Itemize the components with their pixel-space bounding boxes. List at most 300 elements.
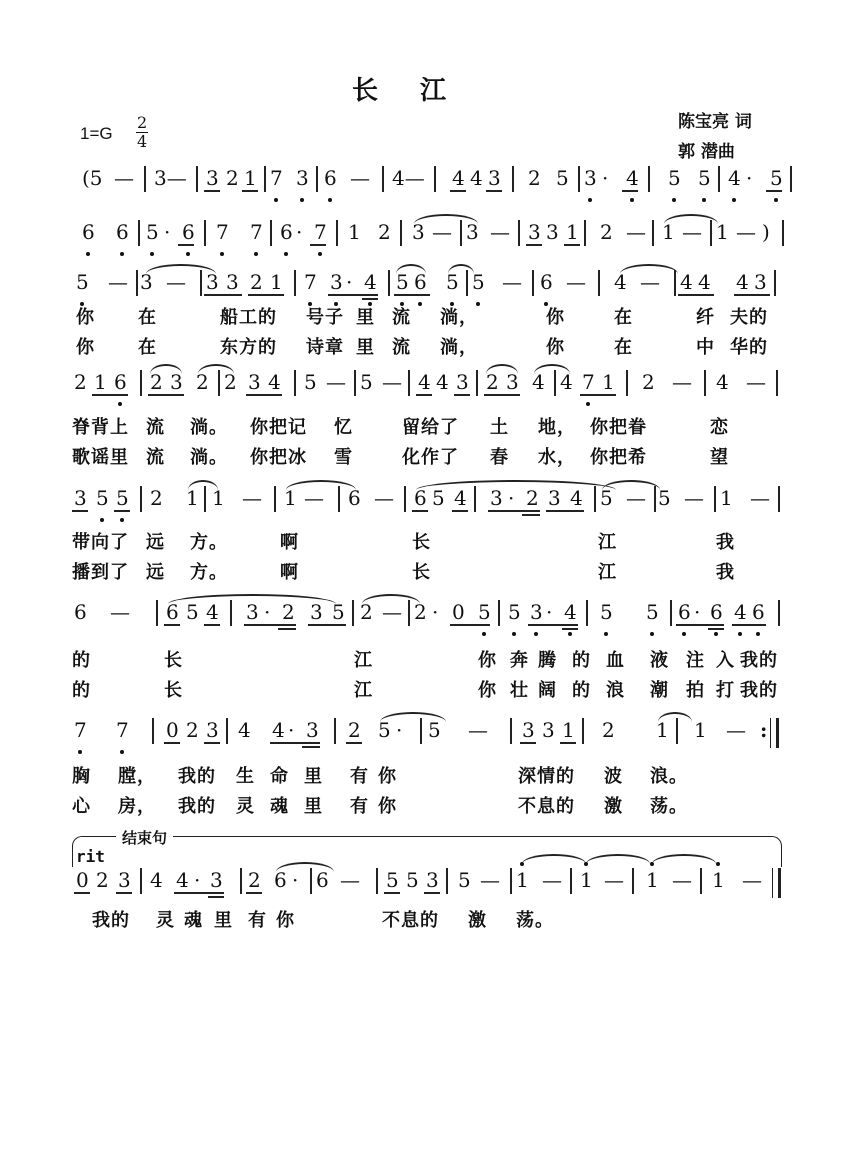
- key-signature: 1=G: [80, 124, 113, 143]
- note: 4: [206, 600, 219, 624]
- note: 7: [314, 220, 327, 244]
- score-line-7: [70, 718, 790, 758]
- note: 3: [528, 220, 541, 244]
- note: 2: [602, 718, 615, 742]
- note: 6: [752, 600, 765, 624]
- song-title: [352, 70, 488, 107]
- note: 1: [186, 486, 199, 510]
- note: 2: [414, 600, 427, 624]
- barline: [582, 718, 584, 744]
- note: 3: [522, 718, 535, 742]
- dot-extension: ·: [296, 220, 303, 244]
- note: 2: [150, 370, 163, 394]
- barline: [274, 486, 276, 512]
- dash: —: [684, 486, 704, 510]
- note: 5: [646, 600, 659, 624]
- note: 6: [82, 220, 95, 244]
- slur: [396, 264, 426, 274]
- high-note: 1: [516, 868, 529, 892]
- slur: [416, 480, 616, 490]
- note: 6: [182, 220, 195, 244]
- note: 4: [736, 270, 749, 294]
- slur: [658, 712, 692, 722]
- dash: —: [468, 718, 488, 742]
- note: 2: [600, 220, 613, 244]
- note: 1: [716, 220, 729, 244]
- barline: [476, 370, 478, 396]
- barline: [782, 220, 784, 246]
- note: 6: [710, 600, 723, 624]
- note: 3: [584, 166, 597, 190]
- note: 1: [720, 486, 733, 510]
- barline: [338, 486, 340, 512]
- note: 5: [698, 166, 711, 190]
- note: 5: [186, 600, 199, 624]
- barline: [700, 868, 702, 894]
- barline: [532, 270, 534, 296]
- lyrics-line-4-verse-1: 脊背上 流 淌。 你把记 忆 留给了 土 地， 你把眷 恋: [72, 417, 729, 438]
- dot-extension: ·: [602, 166, 609, 190]
- dash: —: [108, 270, 128, 294]
- note: 5: [508, 600, 521, 624]
- dot-extension: ·: [194, 868, 201, 892]
- note: 2: [282, 600, 295, 624]
- note: 5: [332, 600, 345, 624]
- note: 5: [304, 370, 317, 394]
- note: 6: [348, 486, 361, 510]
- note: 3: [488, 166, 501, 190]
- barline: [400, 220, 402, 246]
- barline: [446, 868, 448, 894]
- note: 3: [530, 600, 543, 624]
- barline: [140, 370, 142, 396]
- barline: [310, 868, 312, 894]
- lyrics-line-5-verse-2: 播到了 远 方。 啊 长 江 我: [72, 562, 735, 583]
- title-char-1: 长: [352, 76, 381, 106]
- note: 6: [316, 868, 329, 892]
- slur: [486, 364, 518, 374]
- note: 0: [166, 718, 179, 742]
- score-line-5: [70, 486, 790, 526]
- dash: —: [750, 486, 770, 510]
- dot-extension: ·: [346, 270, 353, 294]
- score-line-coda: [70, 868, 790, 908]
- note: 3: [456, 370, 469, 394]
- dash: —: [374, 486, 394, 510]
- note: 2: [224, 370, 237, 394]
- barline: [240, 868, 242, 894]
- note: 1: [694, 718, 707, 742]
- barline: [632, 868, 634, 894]
- time-signature: [136, 114, 148, 151]
- barline: [774, 270, 776, 296]
- note: 6: [324, 166, 337, 190]
- dash: —: [382, 370, 402, 394]
- note: 2: [226, 166, 239, 190]
- note: 3: [206, 718, 219, 742]
- note: 1: [662, 220, 675, 244]
- barline: [714, 486, 716, 512]
- note: 5: [406, 868, 419, 892]
- high-note: 1: [712, 868, 725, 892]
- dot-extension: ·: [508, 486, 515, 510]
- slur: [362, 594, 420, 604]
- note: 7: [216, 220, 229, 244]
- note: 5: [668, 166, 681, 190]
- note: 3: [206, 166, 219, 190]
- barline: [204, 486, 206, 512]
- note: 5: [556, 166, 569, 190]
- barline: [264, 166, 266, 192]
- note: 2: [150, 486, 163, 510]
- note: 5: [658, 486, 671, 510]
- score-line-6: [70, 600, 790, 640]
- note: 6: [274, 868, 287, 892]
- barline: [434, 166, 436, 192]
- note: 4: [626, 166, 639, 190]
- dash: —: [502, 270, 522, 294]
- barline: [778, 600, 780, 626]
- barline: [140, 868, 142, 894]
- note: 5: [76, 270, 89, 294]
- note: 3: [170, 370, 183, 394]
- barline: [152, 718, 154, 744]
- note: 3: [248, 370, 261, 394]
- barline: [334, 718, 336, 744]
- dash: —: [110, 600, 130, 624]
- note: 7: [270, 166, 283, 190]
- lyrics-line-7-verse-2: 心 房， 我的 灵 魂 里 有 你 不息的 激 荡。: [72, 796, 688, 817]
- barline: [294, 270, 296, 296]
- dash: —: [726, 718, 746, 742]
- note: 4: [564, 600, 577, 624]
- note: 2: [360, 600, 373, 624]
- note: 5: [116, 486, 129, 510]
- dash: —: [736, 220, 756, 244]
- note: 4: [454, 486, 467, 510]
- dash: —: [542, 868, 562, 892]
- dot-extension: ·: [288, 718, 295, 742]
- note: 2: [250, 270, 263, 294]
- note: 2: [196, 370, 209, 394]
- note: 4: [452, 166, 465, 190]
- note: 2: [528, 166, 541, 190]
- note: 4: [560, 370, 573, 394]
- barline: [674, 270, 676, 296]
- note: 4: [436, 370, 449, 394]
- dash: —: [350, 166, 370, 190]
- lyrics-line-6-verse-2: 的 长 江 你 壮 阔 的 浪 潮 拍 打 我的: [72, 680, 778, 701]
- note: 1: [602, 370, 615, 394]
- barline: [460, 220, 462, 246]
- note: 4: [238, 718, 251, 742]
- dash: —: [566, 270, 586, 294]
- barline: [138, 220, 140, 246]
- note: 1: [270, 270, 283, 294]
- note: 1: [566, 220, 579, 244]
- barline: [670, 600, 672, 626]
- note: 3: [74, 486, 87, 510]
- note: 5: [458, 868, 471, 892]
- note: 6: [280, 220, 293, 244]
- dot-extension: ·: [396, 718, 403, 742]
- barline: [204, 220, 206, 246]
- barline: [512, 166, 514, 192]
- barline: [510, 868, 512, 894]
- dash: —: [340, 868, 360, 892]
- note: 2: [348, 718, 361, 742]
- note: (5: [82, 166, 103, 190]
- note: 3: [118, 868, 131, 892]
- barline: [270, 220, 272, 246]
- composer-credit: 郭 潜曲: [678, 142, 735, 162]
- dash: —: [480, 868, 500, 892]
- slur: [602, 480, 660, 490]
- note: 5: [600, 486, 613, 510]
- note: 6: [540, 270, 553, 294]
- note: 3: [330, 270, 343, 294]
- note: 5: [146, 220, 159, 244]
- note: 6: [414, 486, 427, 510]
- dash: —: [742, 868, 762, 892]
- note: 5: [378, 718, 391, 742]
- barline: [776, 370, 778, 396]
- note: 2: [74, 370, 87, 394]
- note: 3—: [154, 166, 187, 190]
- lyrics-line-6-verse-1: 的 长 江 你 奔 腾 的 血 液 注 入 我的: [72, 650, 778, 671]
- dash: —: [672, 370, 692, 394]
- barline: [466, 270, 468, 296]
- note: 5: [478, 600, 491, 624]
- barline: [648, 166, 650, 192]
- note: 6: [414, 270, 427, 294]
- note: 6: [114, 370, 127, 394]
- note: 3: [206, 270, 219, 294]
- dot-extension: ·: [694, 600, 701, 624]
- note: 4: [418, 370, 431, 394]
- barline: [790, 166, 792, 192]
- barline: [226, 718, 228, 744]
- note: 3: [548, 486, 561, 510]
- note: 5: [432, 486, 445, 510]
- time-sig-denominator: 4: [137, 132, 148, 151]
- slur: [448, 264, 474, 274]
- note: 4: [716, 370, 729, 394]
- dash: —: [304, 486, 324, 510]
- note: 7: [250, 220, 263, 244]
- note: 5: [428, 718, 441, 742]
- title-char-2: 江: [420, 76, 449, 106]
- note: 2: [486, 370, 499, 394]
- dash: —: [640, 270, 660, 294]
- note: 5: [360, 370, 373, 394]
- barline: [676, 718, 678, 744]
- note: 5: [600, 600, 613, 624]
- barline: [704, 370, 706, 396]
- note: 2: [378, 220, 391, 244]
- note: 5: [770, 166, 783, 190]
- note: 1: [212, 486, 225, 510]
- note: 2: [186, 718, 199, 742]
- dash: —: [626, 220, 646, 244]
- note: 5: [472, 270, 485, 294]
- slur: [286, 480, 356, 490]
- note: 7: [304, 270, 317, 294]
- note: 5: [386, 868, 399, 892]
- lyrics-coda: 我的 灵 魂 里 有 你 不息的 激 荡。: [92, 910, 554, 931]
- note: 7: [74, 718, 87, 742]
- note: 4: [176, 868, 189, 892]
- barline: [144, 166, 146, 192]
- lyrics-line-4-verse-2: 歌谣里 流 淌。 你把冰 雪 化作了 春 水， 你把希 望: [72, 447, 729, 468]
- barline: [654, 486, 656, 512]
- dash: —: [626, 486, 646, 510]
- barline: [376, 868, 378, 894]
- note: 7: [116, 718, 129, 742]
- dash: —: [490, 220, 510, 244]
- note: 3: [426, 868, 439, 892]
- note: 3: [310, 600, 323, 624]
- lyrics-line-3-verse-1: 你 在 船工的 号子 里 流 淌， 你 在 纤 夫的: [76, 307, 768, 328]
- barline: [626, 370, 628, 396]
- barline: [388, 270, 390, 296]
- barline: [140, 486, 142, 512]
- barline: [196, 166, 198, 192]
- note: 4: [268, 370, 281, 394]
- note: 4: [570, 486, 583, 510]
- barline: [316, 166, 318, 192]
- barline: [718, 166, 720, 192]
- repeat-sign: :: [760, 718, 768, 742]
- close-paren: ): [762, 220, 770, 244]
- note: 3: [542, 718, 555, 742]
- note: 4: [532, 370, 545, 394]
- lyrics-line-7-verse-1: 胸 膛， 我的 生 命 里 有 你 深情的 波 浪。: [72, 766, 688, 787]
- barline: [778, 486, 780, 512]
- dot-extension: ·: [292, 868, 299, 892]
- note: 5: [96, 486, 109, 510]
- barline: [652, 220, 654, 246]
- note: 3: [296, 166, 309, 190]
- barline: [336, 220, 338, 246]
- note: 2: [248, 868, 261, 892]
- time-sig-numerator: 2: [137, 113, 148, 132]
- barline: [578, 166, 580, 192]
- note: 4: [470, 166, 483, 190]
- lyrics-line-5-verse-1: 带向了 远 方。 啊 长 江 我: [72, 532, 735, 553]
- score-line-2: [70, 220, 790, 260]
- note: 0: [452, 600, 465, 624]
- final-barline: [772, 868, 781, 898]
- dash: —: [672, 868, 692, 892]
- barline: [570, 868, 572, 894]
- barline: [408, 600, 410, 626]
- dot-extension: ·: [164, 220, 171, 244]
- dash: —: [604, 868, 624, 892]
- barline: [382, 166, 384, 192]
- barline: [518, 220, 520, 246]
- note: 1: [348, 220, 361, 244]
- barline: [200, 270, 202, 296]
- barline: [586, 600, 588, 626]
- note: 3: [506, 370, 519, 394]
- barline: [584, 220, 586, 246]
- high-note: 1: [646, 868, 659, 892]
- note: 3: [226, 270, 239, 294]
- dash: —: [382, 600, 402, 624]
- slur: [150, 364, 182, 374]
- barline: [474, 486, 476, 512]
- barline: [218, 370, 220, 396]
- barline: [230, 600, 232, 626]
- note: 3: [546, 220, 559, 244]
- high-note: 1: [580, 868, 593, 892]
- dash: —: [432, 220, 452, 244]
- note: 4: [734, 600, 747, 624]
- dash: —: [114, 166, 134, 190]
- note: 4: [680, 270, 693, 294]
- barline: [510, 718, 512, 744]
- note: 5: [446, 270, 459, 294]
- note: 2: [642, 370, 655, 394]
- note: 0: [76, 868, 89, 892]
- dot-extension: ·: [264, 600, 271, 624]
- barline: [352, 600, 354, 626]
- barline: [498, 600, 500, 626]
- slur: [620, 264, 678, 274]
- note: 4—: [392, 166, 425, 190]
- coda-label: 结束句: [116, 827, 173, 848]
- note: 2: [526, 486, 539, 510]
- barline: [554, 370, 556, 396]
- barline: [404, 486, 406, 512]
- barline: [420, 718, 422, 744]
- note: 3: [210, 868, 223, 892]
- note: 3: [466, 220, 479, 244]
- note: 3: [754, 270, 767, 294]
- note: 1: [284, 486, 297, 510]
- note: 4: [698, 270, 711, 294]
- note: 2: [96, 868, 109, 892]
- lyricist-credit: 陈宝亮 词: [678, 112, 752, 132]
- note: 7: [582, 370, 595, 394]
- note: 4: [614, 270, 627, 294]
- dash: —: [746, 370, 766, 394]
- dash: —: [326, 370, 346, 394]
- note: 4: [728, 166, 741, 190]
- note: 6: [166, 600, 179, 624]
- note: 3: [490, 486, 503, 510]
- note: 6: [678, 600, 691, 624]
- barline: [710, 220, 712, 246]
- dot-extension: ·: [546, 600, 553, 624]
- tempo-mark-rit: rit: [76, 847, 105, 866]
- note: 1: [94, 370, 107, 394]
- note: 6: [74, 600, 87, 624]
- dot-extension: ·: [746, 166, 753, 190]
- repeat-barline: [770, 718, 779, 748]
- note: 5: [396, 270, 409, 294]
- dash: —: [242, 486, 262, 510]
- dash: —: [682, 220, 702, 244]
- score-line-4: [70, 370, 790, 410]
- note: 4: [272, 718, 285, 742]
- note: 1: [656, 718, 669, 742]
- note: 4: [150, 868, 163, 892]
- note: 1: [244, 166, 257, 190]
- barline: [294, 370, 296, 396]
- note: 4: [364, 270, 377, 294]
